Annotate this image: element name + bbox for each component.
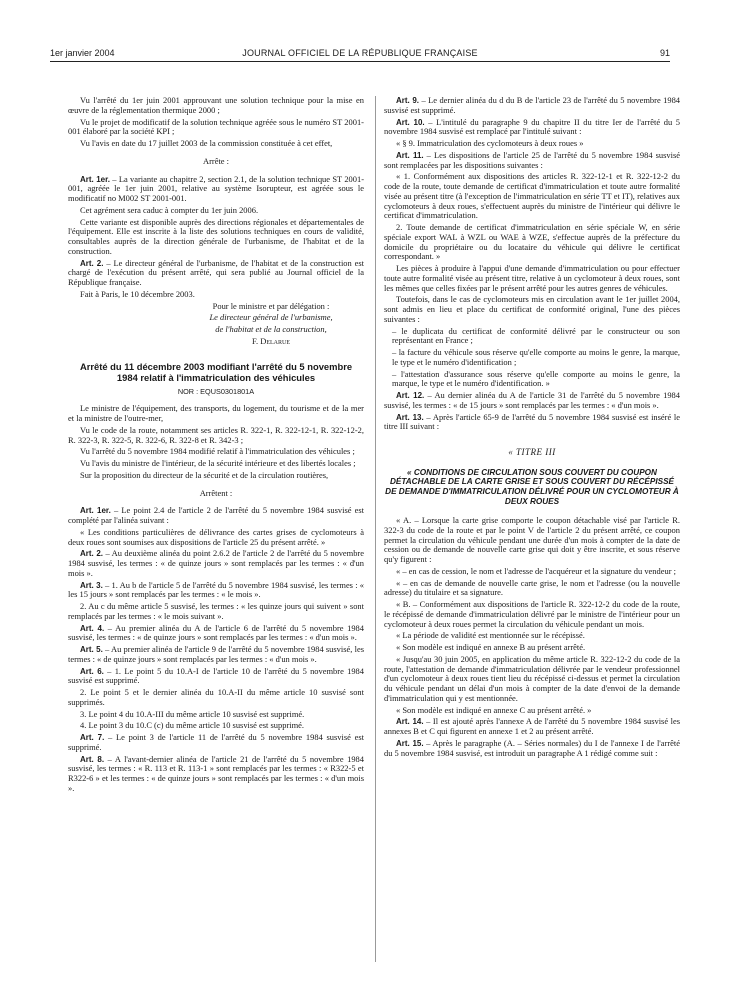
article-6: Art. 6. – 1. Le point 5 du 10.A-I de l'article 10 de l'arrêté du 5 novembre 1984 susvisé est supprimé.	[68, 665, 364, 686]
paragraph: 2. Toute demande de certificat d'immatriculation en série spéciale W, en série spéciale export WAL à WZL ou WAE à WZE, s'effectue auprès de la préfecture du domicile du propriétaire ou du locataire du véhicule qui délivre le certificat correspondant. »	[384, 222, 680, 262]
article-label: Art. 2.	[80, 549, 104, 559]
paragraph: 3. Le point 4 du 10.A-III du même article 10 susvisé est supprimé.	[80, 708, 305, 719]
titre-subheading: « CONDITIONS DE CIRCULATION SOUS COUVERT DU COUPON DÉTACHABLE DE LA CARTE GRISE ET SOUS COUVERT DU RÉCÉPISSÉ DE DEMANDE D'IMMATRICULATION DÉLIVRÉ POUR UN CYCLOMOTEUR À DEUX ROUES	[385, 467, 679, 506]
titre-heading: « TITRE III	[508, 447, 556, 457]
paragraph: Le ministre de l'équipement, des transports, du logement, du tourisme et de la mer et la ministre de l'outre-mer,	[68, 403, 364, 423]
article-label: Art. 1er.	[80, 506, 111, 516]
paragraph: « – en cas de demande de nouvelle carte grise, le nom et l'adresse (ou la nouvelle adresse) du titulaire et sa signature.	[384, 577, 680, 598]
article-14: Art. 14. – Il est ajouté après l'annexe A de l'arrêté du 5 novembre 1984 susvisé les annexes B et C qui figurent en annexe 1 et 2 au présent arrêté.	[384, 716, 680, 737]
paragraph: « A. – Lorsque la carte grise comporte le coupon détachable visé par l'article R. 322-3 du code de la route et par le point V de l'article 2 du présent arrêté, ce coupon permet la circulation du véhicule pendant une durée d'un mois à compter de la date de cession ou de demande de nouvelle carte grise qui doit y être inscrite, et sous réserve qu'y figurent :	[384, 515, 680, 565]
signature-line: Le directeur général de l'urbanisme,	[209, 312, 333, 323]
list-item: – le duplicata du certificat de conformité délivré par le constructeur ou son représentant en France ;	[392, 325, 680, 346]
article-label: Art. 9.	[396, 96, 420, 105]
arrete-heading: Arrête :	[202, 155, 229, 166]
article-label: Art. 6.	[80, 666, 104, 676]
article-11: Art. 11. – Les dispositions de l'article 25 de l'arrêté du 5 novembre 1984 susvisé sont remplacées par les dispositions suivantes :	[384, 149, 680, 170]
article-5: Art. 5. – Au premier alinéa de l'article 9 de l'arrêté du 5 novembre 1984 susvisé, les termes : « de quinze jours » sont remplacés par les termes : « d'un mois ».	[68, 644, 364, 664]
decree-title: Arrêté du 11 décembre 2003 modifiant l'arrêté du 5 novembre 1984 relatif à l'immatriculation des véhicules	[79, 360, 353, 383]
right-column	[384, 96, 680, 760]
column-separator	[375, 96, 376, 962]
paragraph: 2. Au c du même article 5 susvisé, les termes : « les quinze jours qui suivent » sont remplacés par les termes : « le mois suivant ».	[68, 601, 364, 621]
article-7: Art. 7. – Le point 3 de l'article 11 de l'arrêté du 5 novembre 1984 susvisé est supprimé.	[68, 732, 364, 752]
article-15: Art. 15. – Après le paragraphe (A. – Séries normales) du I de l'annexe I de l'arrêté du 5 novembre 1984 susvisé, est introduit un paragraphe A 1 rédigé comme suit :	[384, 737, 681, 758]
paragraph: « Les conditions particulières de délivrance des cartes grises de cyclomoteurs à deux roues sont soumises aux dispositions de l'article 25 du présent arrêté. »	[68, 526, 364, 547]
article-1b: Art. 1er. – Le point 2.4 de l'article 2 de l'arrêté du 5 novembre 1984 susvisé est complété par l'alinéa suivant :	[68, 505, 364, 525]
quoted-title: « § 9. Immatriculation des cyclomoteurs à deux roues »	[396, 138, 584, 148]
nor-reference: NOR : EQUS0301801A	[177, 386, 255, 396]
article-label: Art. 5.	[80, 645, 103, 654]
paragraph: « – en cas de cession, le nom et l'adresse de l'acquéreur et la signature du vendeur ;	[396, 565, 676, 576]
article-label: Art. 14.	[396, 717, 424, 727]
list-item: – l'attestation d'assurance sous réserve qu'elle comporte au moins le genre, la marque, le type et le numéro d'identification. »	[392, 368, 680, 389]
paragraph: « Jusqu'au 30 juin 2005, en application du même article R. 322-12-2 du code de la route, l'attestation de demande d'immatriculation délivrée par le vendeur professionnel d'un cyclomoteur à deux roues tient lieu du récépissé ci-dessus et permet la circulation du véhicule pendant un délai d'un mois à compter de la date d'envoi de la demande d'immatriculation qui y est mentionnée.	[384, 653, 680, 703]
article-2b: Art. 2. – Au deuxième alinéa du point 2.6.2 de l'article 2 de l'arrêté du 5 novembre 1984 susvisé, les termes : « de quinze jours » sont remplacés par les termes : « d'un mois ».	[68, 548, 364, 578]
article-12: Art. 12. – Au dernier alinéa du A de l'article 31 de l'arrêté du 5 novembre 1984 susvisé, les termes : « de 15 jours » sont remplacés par les termes : « d'un mois ».	[384, 390, 680, 410]
paragraph: « La période de validité est mentionnée sur le récépissé.	[396, 630, 585, 641]
signature-block	[178, 302, 364, 347]
signature-line: de l'habitat et de la construction,	[215, 324, 327, 334]
article-label: Art. 7.	[80, 733, 105, 742]
article-label: Art. 3.	[80, 580, 103, 590]
paragraph: Vu le projet de modificatif de la solution technique agréée sous le numéro ST 2001-001 élaboré par la société KPI ;	[68, 116, 364, 137]
page-number: 91	[659, 48, 670, 58]
journal-title: JOURNAL OFFICIEL DE LA RÉPUBLIQUE FRANÇAISE	[242, 48, 478, 58]
header-rule	[50, 61, 670, 62]
paragraph: « 1. Conformément aux dispositions des articles R. 322-12-1 et R. 322-12-2 du code de la route, toute demande de certificat d'immatriculation et toute autre formalité visée au présent titre (à l'exception de l'immatriculation en série TT et IT), relatives aux cyclomoteurs à deux roues, s'effectuent auprès du ministre de l'intérieur qui délivre le certificat d'immatriculation.	[384, 171, 680, 221]
article-label: Art. 11.	[396, 150, 424, 160]
page-header	[50, 48, 670, 62]
article-1: Art. 1er. – La variante au chapitre 2, section 2.1, de la solution technique ST 2001-001, agréée le 1er juin 2001, relative au système Isoruptеur, est agréée sous le modificatif no M002 ST 2001-001.	[68, 173, 365, 203]
article-label: Art. 13.	[396, 412, 424, 422]
paragraph: 2. Le point 5 et le dernier alinéa du 10.A-II du même article 10 susvisé sont supprimés.	[68, 687, 364, 707]
list-item: – la facture du véhicule sous réserve qu'elle comporte au moins le genre, la marque, le type et le numéro d'identification ;	[392, 347, 680, 367]
paragraph: « Son modèle est indiqué en annexe C au présent arrêté. »	[396, 704, 592, 715]
article-label: Art. 10.	[396, 117, 425, 127]
article-label: Art. 2.	[80, 258, 104, 268]
article-label: Art. 4.	[80, 623, 105, 633]
signature-date: Fait à Paris, le 10 décembre 2003.	[80, 288, 195, 299]
paragraph: Vu l'arrêté du 1er juin 2001 approuvant une solution technique pour la mise en œuvre de la réglementation thermique 2000 ;	[68, 95, 364, 115]
article-8: Art. 8. – A l'avant-dernier alinéa de l'article 21 de l'arrêté du 5 novembre 1984 susvisé, les termes : « R. 113 et R. 113-1 » sont remplacés par les termes : « R322-5 et R322-6 » et les termes : « de quinze jours » sont remplacés par les termes : « d'un mois ».	[68, 753, 364, 793]
paragraph: Sur la proposition du directeur de la sécurité et de la circulation routières,	[80, 469, 329, 480]
paragraph: Cet agrément sera caduc à compter du 1er juin 2006.	[80, 204, 259, 215]
paragraph: Toutefois, dans le cas de cyclomoteurs mis en circulation avant le 1er juillet 2004, sont admis en lieu et place du certificat de conformité original, l'une des pièces suivantes :	[384, 294, 680, 324]
article-10: Art. 10. – L'intitulé du paragraphe 9 du chapitre II du titre Ier de l'arrêté du 5 novembre 1984 susvisé est remplacé par l'intitulé suivant :	[384, 116, 680, 137]
header-date: 1er janvier 2004	[50, 48, 115, 58]
left-column	[68, 96, 364, 796]
paragraph: 4. Le point 3 du 10.C (c) du même article 10 susvisé est supprimé.	[80, 720, 305, 731]
article-13: Art. 13. – Après l'article 65-9 de l'arrêté du 5 novembre 1984 susvisé est inséré le titre III suivant :	[384, 411, 681, 432]
article-label: Art. 1er.	[80, 174, 110, 184]
signature-name: F. Delarue	[252, 335, 290, 346]
paragraph: Vu l'avis du ministre de l'intérieur, de la sécurité intérieure et des libertés locales ;	[80, 458, 356, 468]
paragraph: « Son modèle est indiqué en annexe B au présent arrêté.	[396, 642, 586, 653]
article-label: Art. 8.	[80, 754, 105, 764]
paragraph: Vu l'avis en date du 17 juillet 2003 de la commission constituée à cet effet,	[80, 138, 333, 148]
arretent-heading: Arrêtent :	[199, 487, 233, 498]
article-4: Art. 4. – Au premier alinéa du A de l'article 6 de l'arrêté du 5 novembre 1984 susvisé, les termes : « de quinze jours » sont remplacés par les termes : « d'un mois ».	[68, 622, 364, 643]
article-label: Art. 15.	[396, 738, 424, 748]
paragraph: Vu le code de la route, notamment ses articles R. 322-1, R. 322-12-1, R. 322-12-2, R. 322-3, R. 322-5, R. 322-6, R. 322-8 et R. 342-3 ;	[68, 424, 364, 445]
signature-line: Pour le ministre et par délégation :	[212, 300, 330, 311]
article-9: Art. 9. – Le dernier alinéa du d du B de l'article 23 de l'arrêté du 5 novembre 1984 susvisé est supprimé.	[384, 95, 681, 115]
paragraph: Vu l'arrêté du 5 novembre 1984 modifié relatif à l'immatriculation des véhicules ;	[80, 446, 355, 457]
paragraph: Cette variante est disponible auprès des directions régionales et départementales de l'équipement. Elle est inscrite à la liste des solutions techniques en cours de validité, consultables auprès de la direction générale de l'urbanisme, de l'habitat et de la construction.	[68, 216, 364, 256]
article-2: Art. 2. – Le directeur général de l'urbanisme, de l'habitat et de la construction est chargé de l'exécution du présent arrêté, qui sera publié au Journal officiel de la République française.	[68, 257, 364, 287]
article-label: Art. 12.	[396, 391, 425, 400]
article-3: Art. 3. – 1. Au b de l'article 5 de l'arrêté du 5 novembre 1984 susvisé, les termes : « les 15 jours » sont remplacés par les termes : « le mois ».	[68, 579, 365, 600]
paragraph: Les pièces à produire à l'appui d'une demande d'immatriculation ou pour effectuer toute autre formalité visée au présent titre, relative à un cyclomoteur à deux roues, sont les mêmes que celles fixées par le présent arrêté pour les autres genres de véhicules.	[384, 263, 680, 293]
paragraph: « B. – Conformément aux dispositions de l'article R. 322-12-2 du code de la route, le récépissé de demande d'immatriculation délivré par le ministre de l'intérieur pour un cyclomoteur à deux roues permet la circulation du véhicule pendant un mois.	[384, 599, 680, 629]
